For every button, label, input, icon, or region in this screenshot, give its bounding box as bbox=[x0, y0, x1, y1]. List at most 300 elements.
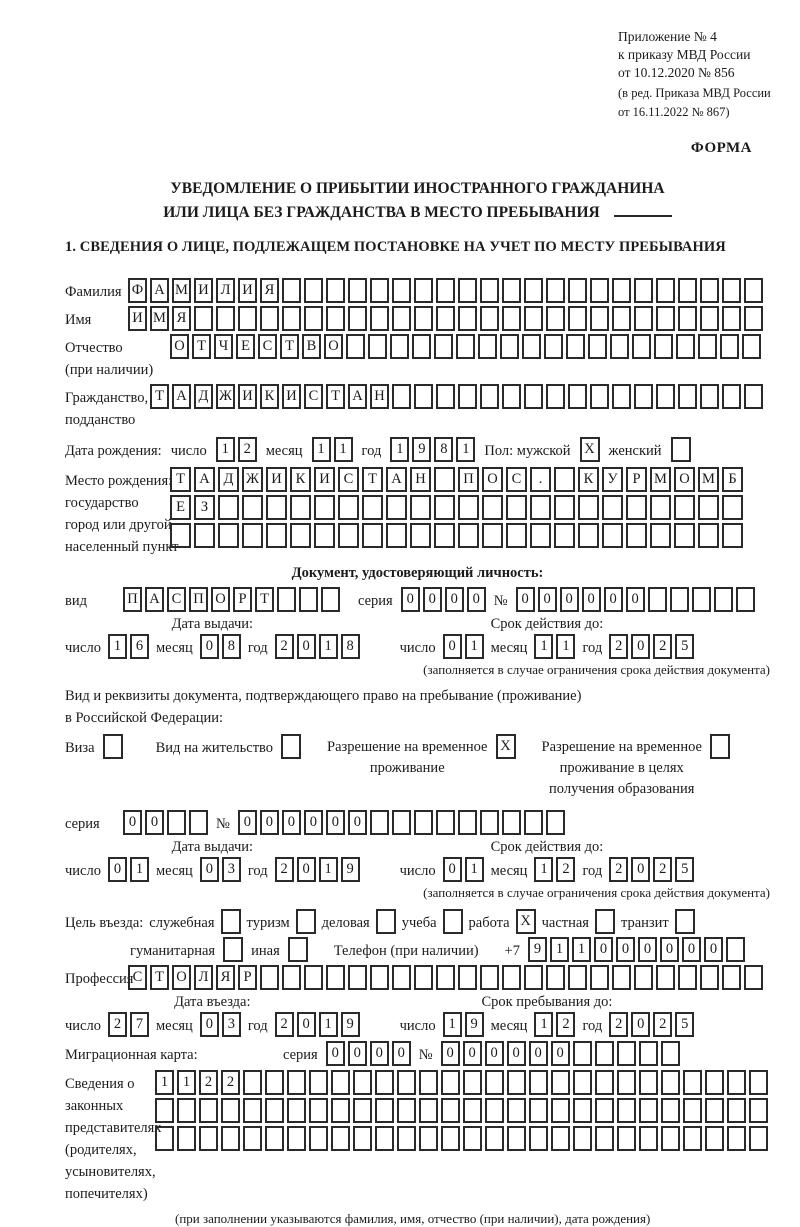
form-cell[interactable]: 3 bbox=[222, 1012, 241, 1037]
form-cell[interactable] bbox=[265, 1126, 284, 1151]
form-cell[interactable]: 0 bbox=[326, 1041, 345, 1066]
form-cell[interactable] bbox=[507, 1126, 526, 1151]
form-cell[interactable] bbox=[375, 1098, 394, 1123]
form-cell[interactable] bbox=[353, 1098, 372, 1123]
form-cell[interactable]: Т bbox=[150, 965, 169, 990]
form-cell[interactable]: И bbox=[194, 278, 213, 303]
purpose-business-checkbox[interactable] bbox=[376, 909, 396, 934]
form-cell[interactable] bbox=[458, 306, 477, 331]
form-cell[interactable] bbox=[458, 495, 479, 520]
purpose-tourism-checkbox[interactable] bbox=[296, 909, 316, 934]
form-cell[interactable] bbox=[551, 1070, 570, 1095]
form-cell[interactable] bbox=[700, 384, 719, 409]
form-cell[interactable]: М bbox=[150, 306, 169, 331]
form-cell[interactable] bbox=[458, 965, 477, 990]
form-cell[interactable]: Н bbox=[410, 467, 431, 492]
form-cell[interactable] bbox=[419, 1126, 438, 1151]
form-cell[interactable]: 0 bbox=[238, 810, 257, 835]
form-cell[interactable] bbox=[338, 523, 359, 548]
form-cell[interactable] bbox=[375, 1126, 394, 1151]
form-cell[interactable] bbox=[362, 495, 383, 520]
form-cell[interactable]: 8 bbox=[341, 634, 360, 659]
form-cell[interactable] bbox=[218, 495, 239, 520]
form-cell[interactable]: Т bbox=[280, 334, 299, 359]
form-cell[interactable] bbox=[502, 965, 521, 990]
form-cell[interactable]: Ж bbox=[242, 467, 263, 492]
form-cell[interactable] bbox=[595, 1126, 614, 1151]
form-cell[interactable] bbox=[529, 1098, 548, 1123]
form-cell[interactable]: Б bbox=[722, 467, 743, 492]
form-cell[interactable] bbox=[458, 523, 479, 548]
form-cell[interactable] bbox=[480, 278, 499, 303]
form-cell[interactable] bbox=[650, 495, 671, 520]
form-cell[interactable] bbox=[290, 495, 311, 520]
form-cell[interactable] bbox=[189, 810, 208, 835]
form-cell[interactable] bbox=[177, 1098, 196, 1123]
form-cell[interactable] bbox=[485, 1126, 504, 1151]
form-cell[interactable] bbox=[524, 384, 543, 409]
form-cell[interactable] bbox=[266, 495, 287, 520]
form-cell[interactable] bbox=[155, 1098, 174, 1123]
form-cell[interactable] bbox=[480, 965, 499, 990]
form-cell[interactable] bbox=[578, 523, 599, 548]
form-cell[interactable] bbox=[700, 965, 719, 990]
form-cell[interactable]: 1 bbox=[465, 857, 484, 882]
form-cell[interactable] bbox=[170, 523, 191, 548]
form-cell[interactable]: 0 bbox=[423, 587, 442, 612]
form-cell[interactable]: Т bbox=[255, 587, 274, 612]
form-cell[interactable] bbox=[634, 965, 653, 990]
form-cell[interactable] bbox=[626, 495, 647, 520]
form-cell[interactable]: 0 bbox=[582, 587, 601, 612]
form-cell[interactable] bbox=[243, 1098, 262, 1123]
form-cell[interactable]: И bbox=[238, 278, 257, 303]
form-cell[interactable] bbox=[260, 306, 279, 331]
form-cell[interactable] bbox=[698, 334, 717, 359]
form-cell[interactable]: О bbox=[324, 334, 343, 359]
form-cell[interactable] bbox=[375, 1070, 394, 1095]
form-cell[interactable] bbox=[414, 810, 433, 835]
form-cell[interactable] bbox=[299, 587, 318, 612]
form-cell[interactable] bbox=[744, 965, 763, 990]
form-cell[interactable] bbox=[199, 1126, 218, 1151]
form-cell[interactable] bbox=[304, 965, 323, 990]
form-cell[interactable]: 0 bbox=[485, 1041, 504, 1066]
purpose-study-checkbox[interactable] bbox=[443, 909, 463, 934]
form-cell[interactable] bbox=[463, 1126, 482, 1151]
form-cell[interactable] bbox=[155, 1126, 174, 1151]
form-cell[interactable] bbox=[714, 587, 733, 612]
form-cell[interactable] bbox=[260, 965, 279, 990]
form-cell[interactable]: М bbox=[650, 467, 671, 492]
form-cell[interactable] bbox=[346, 334, 365, 359]
form-cell[interactable] bbox=[282, 965, 301, 990]
form-cell[interactable] bbox=[744, 278, 763, 303]
form-cell[interactable]: 0 bbox=[348, 1041, 367, 1066]
form-cell[interactable] bbox=[348, 965, 367, 990]
form-cell[interactable] bbox=[698, 495, 719, 520]
form-cell[interactable] bbox=[331, 1098, 350, 1123]
form-cell[interactable]: 1 bbox=[312, 437, 331, 462]
form-cell[interactable] bbox=[309, 1070, 328, 1095]
form-cell[interactable] bbox=[441, 1098, 460, 1123]
form-cell[interactable]: 1 bbox=[534, 1012, 553, 1037]
form-cell[interactable]: 0 bbox=[660, 937, 679, 962]
form-cell[interactable]: 0 bbox=[631, 857, 650, 882]
form-cell[interactable] bbox=[683, 1098, 702, 1123]
form-cell[interactable]: О bbox=[482, 467, 503, 492]
form-cell[interactable]: 1 bbox=[319, 634, 338, 659]
form-cell[interactable]: 0 bbox=[551, 1041, 570, 1066]
form-cell[interactable] bbox=[678, 965, 697, 990]
visa-checkbox[interactable] bbox=[103, 734, 123, 759]
form-cell[interactable] bbox=[674, 523, 695, 548]
purpose-work-checkbox[interactable]: X bbox=[516, 909, 536, 934]
form-cell[interactable]: 0 bbox=[604, 587, 623, 612]
form-cell[interactable] bbox=[632, 334, 651, 359]
form-cell[interactable]: 1 bbox=[572, 937, 591, 962]
form-cell[interactable] bbox=[507, 1098, 526, 1123]
form-cell[interactable] bbox=[727, 1070, 746, 1095]
form-cell[interactable] bbox=[727, 1126, 746, 1151]
form-cell[interactable] bbox=[478, 334, 497, 359]
form-cell[interactable]: О bbox=[172, 965, 191, 990]
form-cell[interactable] bbox=[410, 495, 431, 520]
form-cell[interactable] bbox=[458, 810, 477, 835]
form-cell[interactable] bbox=[386, 523, 407, 548]
form-cell[interactable] bbox=[304, 278, 323, 303]
form-cell[interactable]: 1 bbox=[108, 634, 127, 659]
form-cell[interactable] bbox=[458, 278, 477, 303]
form-cell[interactable]: 5 bbox=[675, 1012, 694, 1037]
form-cell[interactable] bbox=[676, 334, 695, 359]
form-cell[interactable]: 0 bbox=[631, 634, 650, 659]
form-cell[interactable] bbox=[463, 1098, 482, 1123]
form-cell[interactable] bbox=[414, 278, 433, 303]
form-cell[interactable] bbox=[463, 1070, 482, 1095]
form-cell[interactable] bbox=[610, 334, 629, 359]
form-cell[interactable] bbox=[705, 1098, 724, 1123]
form-cell[interactable] bbox=[419, 1070, 438, 1095]
form-cell[interactable]: 0 bbox=[441, 1041, 460, 1066]
purpose-private-checkbox[interactable] bbox=[595, 909, 615, 934]
form-cell[interactable] bbox=[656, 965, 675, 990]
form-cell[interactable]: 2 bbox=[275, 634, 294, 659]
form-cell[interactable] bbox=[362, 523, 383, 548]
form-cell[interactable]: И bbox=[128, 306, 147, 331]
form-cell[interactable]: 0 bbox=[638, 937, 657, 962]
form-cell[interactable] bbox=[749, 1126, 768, 1151]
form-cell[interactable]: 1 bbox=[456, 437, 475, 462]
form-cell[interactable] bbox=[436, 278, 455, 303]
form-cell[interactable]: 2 bbox=[609, 857, 628, 882]
form-cell[interactable] bbox=[397, 1070, 416, 1095]
form-cell[interactable]: 9 bbox=[528, 937, 547, 962]
form-cell[interactable] bbox=[573, 1041, 592, 1066]
form-cell[interactable]: 0 bbox=[594, 937, 613, 962]
form-cell[interactable] bbox=[530, 495, 551, 520]
form-cell[interactable] bbox=[573, 1126, 592, 1151]
purpose-other-checkbox[interactable] bbox=[288, 937, 308, 962]
form-cell[interactable]: 0 bbox=[443, 634, 462, 659]
temp-residence-checkbox[interactable]: X bbox=[496, 734, 516, 759]
form-cell[interactable] bbox=[434, 467, 455, 492]
form-cell[interactable] bbox=[480, 384, 499, 409]
form-cell[interactable]: 1 bbox=[390, 437, 409, 462]
form-cell[interactable] bbox=[436, 384, 455, 409]
form-cell[interactable] bbox=[326, 306, 345, 331]
form-cell[interactable]: А bbox=[194, 467, 215, 492]
temp-residence-edu-checkbox[interactable] bbox=[710, 734, 730, 759]
form-cell[interactable] bbox=[546, 384, 565, 409]
form-cell[interactable]: А bbox=[150, 278, 169, 303]
form-cell[interactable]: 5 bbox=[675, 634, 694, 659]
form-cell[interactable]: 2 bbox=[199, 1070, 218, 1095]
form-cell[interactable] bbox=[588, 334, 607, 359]
form-cell[interactable] bbox=[617, 1041, 636, 1066]
form-cell[interactable] bbox=[410, 523, 431, 548]
form-cell[interactable]: И bbox=[238, 384, 257, 409]
form-cell[interactable]: А bbox=[145, 587, 164, 612]
form-cell[interactable]: 0 bbox=[145, 810, 164, 835]
form-cell[interactable] bbox=[656, 306, 675, 331]
form-cell[interactable] bbox=[370, 965, 389, 990]
form-cell[interactable]: 0 bbox=[297, 857, 316, 882]
form-cell[interactable] bbox=[238, 306, 257, 331]
form-cell[interactable]: Р bbox=[233, 587, 252, 612]
form-cell[interactable] bbox=[692, 587, 711, 612]
form-cell[interactable]: 2 bbox=[275, 1012, 294, 1037]
form-cell[interactable] bbox=[722, 965, 741, 990]
form-cell[interactable] bbox=[595, 1098, 614, 1123]
form-cell[interactable]: И bbox=[314, 467, 335, 492]
form-cell[interactable] bbox=[678, 306, 697, 331]
form-cell[interactable]: 2 bbox=[556, 1012, 575, 1037]
form-cell[interactable] bbox=[670, 587, 689, 612]
form-cell[interactable]: 1 bbox=[130, 857, 149, 882]
form-cell[interactable] bbox=[287, 1098, 306, 1123]
form-cell[interactable] bbox=[639, 1126, 658, 1151]
form-cell[interactable] bbox=[749, 1070, 768, 1095]
form-cell[interactable] bbox=[749, 1098, 768, 1123]
form-cell[interactable] bbox=[722, 306, 741, 331]
form-cell[interactable] bbox=[480, 810, 499, 835]
form-cell[interactable] bbox=[736, 587, 755, 612]
form-cell[interactable]: Т bbox=[326, 384, 345, 409]
form-cell[interactable] bbox=[414, 384, 433, 409]
form-cell[interactable]: 0 bbox=[123, 810, 142, 835]
form-cell[interactable]: Л bbox=[194, 965, 213, 990]
form-cell[interactable] bbox=[304, 306, 323, 331]
form-cell[interactable]: А bbox=[172, 384, 191, 409]
form-cell[interactable] bbox=[524, 810, 543, 835]
form-cell[interactable] bbox=[578, 495, 599, 520]
form-cell[interactable]: П bbox=[458, 467, 479, 492]
form-cell[interactable]: Е bbox=[236, 334, 255, 359]
form-cell[interactable] bbox=[506, 523, 527, 548]
form-cell[interactable]: 1 bbox=[177, 1070, 196, 1095]
form-cell[interactable]: 2 bbox=[653, 634, 672, 659]
form-cell[interactable] bbox=[419, 1098, 438, 1123]
form-cell[interactable] bbox=[648, 587, 667, 612]
form-cell[interactable]: 0 bbox=[467, 587, 486, 612]
form-cell[interactable] bbox=[370, 306, 389, 331]
form-cell[interactable] bbox=[612, 306, 631, 331]
form-cell[interactable] bbox=[683, 1070, 702, 1095]
form-cell[interactable] bbox=[727, 1098, 746, 1123]
form-cell[interactable]: 9 bbox=[341, 857, 360, 882]
form-cell[interactable]: 1 bbox=[465, 634, 484, 659]
form-cell[interactable] bbox=[436, 965, 455, 990]
form-cell[interactable]: И bbox=[282, 384, 301, 409]
form-cell[interactable] bbox=[554, 495, 575, 520]
form-cell[interactable] bbox=[265, 1070, 284, 1095]
form-cell[interactable]: 0 bbox=[507, 1041, 526, 1066]
form-cell[interactable] bbox=[392, 306, 411, 331]
form-cell[interactable] bbox=[590, 965, 609, 990]
form-cell[interactable]: 7 bbox=[130, 1012, 149, 1037]
purpose-humanitarian-checkbox[interactable] bbox=[223, 937, 243, 962]
form-cell[interactable] bbox=[602, 495, 623, 520]
form-cell[interactable]: О bbox=[170, 334, 189, 359]
form-cell[interactable] bbox=[722, 523, 743, 548]
form-cell[interactable] bbox=[554, 523, 575, 548]
form-cell[interactable] bbox=[282, 278, 301, 303]
form-cell[interactable] bbox=[661, 1070, 680, 1095]
form-cell[interactable] bbox=[243, 1126, 262, 1151]
form-cell[interactable] bbox=[595, 1070, 614, 1095]
form-cell[interactable]: 2 bbox=[221, 1070, 240, 1095]
form-cell[interactable]: 0 bbox=[631, 1012, 650, 1037]
form-cell[interactable] bbox=[529, 1126, 548, 1151]
form-cell[interactable] bbox=[480, 306, 499, 331]
form-cell[interactable]: 1 bbox=[319, 1012, 338, 1037]
form-cell[interactable]: 0 bbox=[304, 810, 323, 835]
form-cell[interactable] bbox=[242, 495, 263, 520]
form-cell[interactable] bbox=[390, 334, 409, 359]
form-cell[interactable]: С bbox=[128, 965, 147, 990]
form-cell[interactable] bbox=[654, 334, 673, 359]
form-cell[interactable] bbox=[221, 1126, 240, 1151]
form-cell[interactable]: 2 bbox=[653, 1012, 672, 1037]
form-cell[interactable] bbox=[287, 1126, 306, 1151]
form-cell[interactable] bbox=[221, 1098, 240, 1123]
purpose-transit-checkbox[interactable] bbox=[675, 909, 695, 934]
form-cell[interactable]: 1 bbox=[534, 634, 553, 659]
form-cell[interactable] bbox=[634, 306, 653, 331]
form-cell[interactable] bbox=[266, 523, 287, 548]
form-cell[interactable]: 0 bbox=[529, 1041, 548, 1066]
form-cell[interactable]: М bbox=[172, 278, 191, 303]
form-cell[interactable] bbox=[502, 384, 521, 409]
form-cell[interactable]: В bbox=[302, 334, 321, 359]
form-cell[interactable] bbox=[458, 384, 477, 409]
form-cell[interactable] bbox=[726, 937, 745, 962]
form-cell[interactable]: 9 bbox=[465, 1012, 484, 1037]
form-cell[interactable] bbox=[566, 334, 585, 359]
form-cell[interactable] bbox=[314, 495, 335, 520]
form-cell[interactable] bbox=[434, 523, 455, 548]
form-cell[interactable] bbox=[434, 334, 453, 359]
form-cell[interactable] bbox=[177, 1126, 196, 1151]
form-cell[interactable]: Ч bbox=[214, 334, 233, 359]
form-cell[interactable] bbox=[544, 334, 563, 359]
form-cell[interactable] bbox=[392, 278, 411, 303]
form-cell[interactable] bbox=[590, 278, 609, 303]
form-cell[interactable]: 0 bbox=[392, 1041, 411, 1066]
form-cell[interactable]: 3 bbox=[222, 857, 241, 882]
form-cell[interactable] bbox=[392, 810, 411, 835]
form-cell[interactable] bbox=[397, 1126, 416, 1151]
form-cell[interactable] bbox=[529, 1070, 548, 1095]
form-cell[interactable]: М bbox=[698, 467, 719, 492]
form-cell[interactable]: О bbox=[674, 467, 695, 492]
form-cell[interactable] bbox=[242, 523, 263, 548]
form-cell[interactable]: С bbox=[167, 587, 186, 612]
form-cell[interactable] bbox=[326, 278, 345, 303]
form-cell[interactable] bbox=[194, 523, 215, 548]
form-cell[interactable]: А bbox=[386, 467, 407, 492]
form-cell[interactable] bbox=[612, 965, 631, 990]
form-cell[interactable]: 0 bbox=[516, 587, 535, 612]
form-cell[interactable] bbox=[700, 278, 719, 303]
form-cell[interactable]: У bbox=[602, 467, 623, 492]
form-cell[interactable]: Т bbox=[192, 334, 211, 359]
form-cell[interactable]: К bbox=[578, 467, 599, 492]
residence-permit-checkbox[interactable] bbox=[281, 734, 301, 759]
form-cell[interactable]: 1 bbox=[216, 437, 235, 462]
form-cell[interactable] bbox=[216, 306, 235, 331]
form-cell[interactable] bbox=[568, 384, 587, 409]
form-cell[interactable] bbox=[353, 1126, 372, 1151]
form-cell[interactable] bbox=[338, 495, 359, 520]
form-cell[interactable]: Д bbox=[218, 467, 239, 492]
form-cell[interactable] bbox=[524, 278, 543, 303]
form-cell[interactable] bbox=[370, 810, 389, 835]
form-cell[interactable]: 0 bbox=[682, 937, 701, 962]
form-cell[interactable] bbox=[554, 467, 575, 492]
form-cell[interactable]: И bbox=[266, 467, 287, 492]
form-cell[interactable]: А bbox=[348, 384, 367, 409]
form-cell[interactable] bbox=[530, 523, 551, 548]
form-cell[interactable] bbox=[634, 384, 653, 409]
form-cell[interactable]: Л bbox=[216, 278, 235, 303]
form-cell[interactable] bbox=[551, 1098, 570, 1123]
form-cell[interactable] bbox=[650, 523, 671, 548]
form-cell[interactable] bbox=[617, 1070, 636, 1095]
form-cell[interactable] bbox=[639, 1098, 658, 1123]
form-cell[interactable] bbox=[705, 1070, 724, 1095]
form-cell[interactable]: Н bbox=[370, 384, 389, 409]
form-cell[interactable]: 2 bbox=[609, 634, 628, 659]
form-cell[interactable] bbox=[626, 523, 647, 548]
form-cell[interactable] bbox=[392, 384, 411, 409]
form-cell[interactable] bbox=[595, 1041, 614, 1066]
form-cell[interactable]: 0 bbox=[200, 1012, 219, 1037]
form-cell[interactable] bbox=[502, 810, 521, 835]
form-cell[interactable] bbox=[720, 334, 739, 359]
form-cell[interactable]: 0 bbox=[626, 587, 645, 612]
form-cell[interactable] bbox=[397, 1098, 416, 1123]
form-cell[interactable] bbox=[331, 1126, 350, 1151]
form-cell[interactable] bbox=[551, 1126, 570, 1151]
form-cell[interactable] bbox=[434, 495, 455, 520]
form-cell[interactable]: 0 bbox=[560, 587, 579, 612]
form-cell[interactable]: 0 bbox=[200, 634, 219, 659]
form-cell[interactable]: Е bbox=[170, 495, 191, 520]
form-cell[interactable] bbox=[353, 1070, 372, 1095]
form-cell[interactable] bbox=[436, 810, 455, 835]
